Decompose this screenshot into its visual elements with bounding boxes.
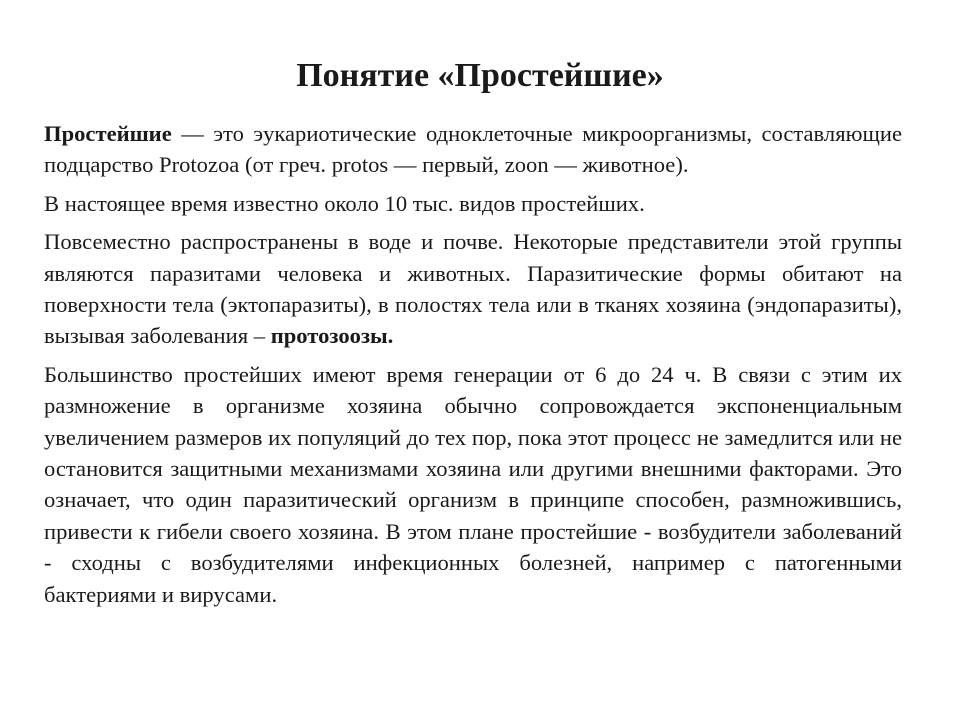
paragraph-distribution <box>44 226 902 352</box>
distribution-text: Повсеместно распространены в воде и почве. Некоторые представители этой группы являются паразитами человека и животных. Паразитические формы обитают на поверхности тела (эктопаразиты), в полостях тела или в тканях хозяина (эндопаразиты), вызывая заболевания – <box>44 229 902 349</box>
species-count-text: В настоящее время известно около 10 тыс. видов простейших. <box>44 190 645 216</box>
slide-body <box>44 118 902 617</box>
slide-title: Понятие «Простейшие» <box>296 57 664 94</box>
paragraph-reproduction <box>44 359 902 610</box>
term-protozooses: протозоозы. <box>270 323 394 349</box>
reproduction-text: Большинство простейших имеют время генерации от 6 до 24 ч. В связи с этим их размножение в организме хозяина обычно сопровождается экспоненциальным увеличением размеров их популяций до тех пор, пока этот процесс не замедлится или не остановится защитными механизмами хозяина или другими внешними факторами. Это означает, что один паразитический организм в принципе способен, размножившись, привести к гибели своего хозяина. В этом плане простейшие - возбудители заболеваний - сходны с возбудителями инфекционных болезней, например с патогенными бактериями и вирусами. <box>44 361 902 607</box>
term-protozoa: Простейшие <box>44 121 172 146</box>
paragraph-definition <box>44 118 902 181</box>
definition-text: — это эукариотические одноклеточные микроорганизмы, составляющие подцарство Protozoa (от греч. protos — первый, zoon — животное). <box>44 121 902 178</box>
paragraph-species-count <box>44 188 902 219</box>
